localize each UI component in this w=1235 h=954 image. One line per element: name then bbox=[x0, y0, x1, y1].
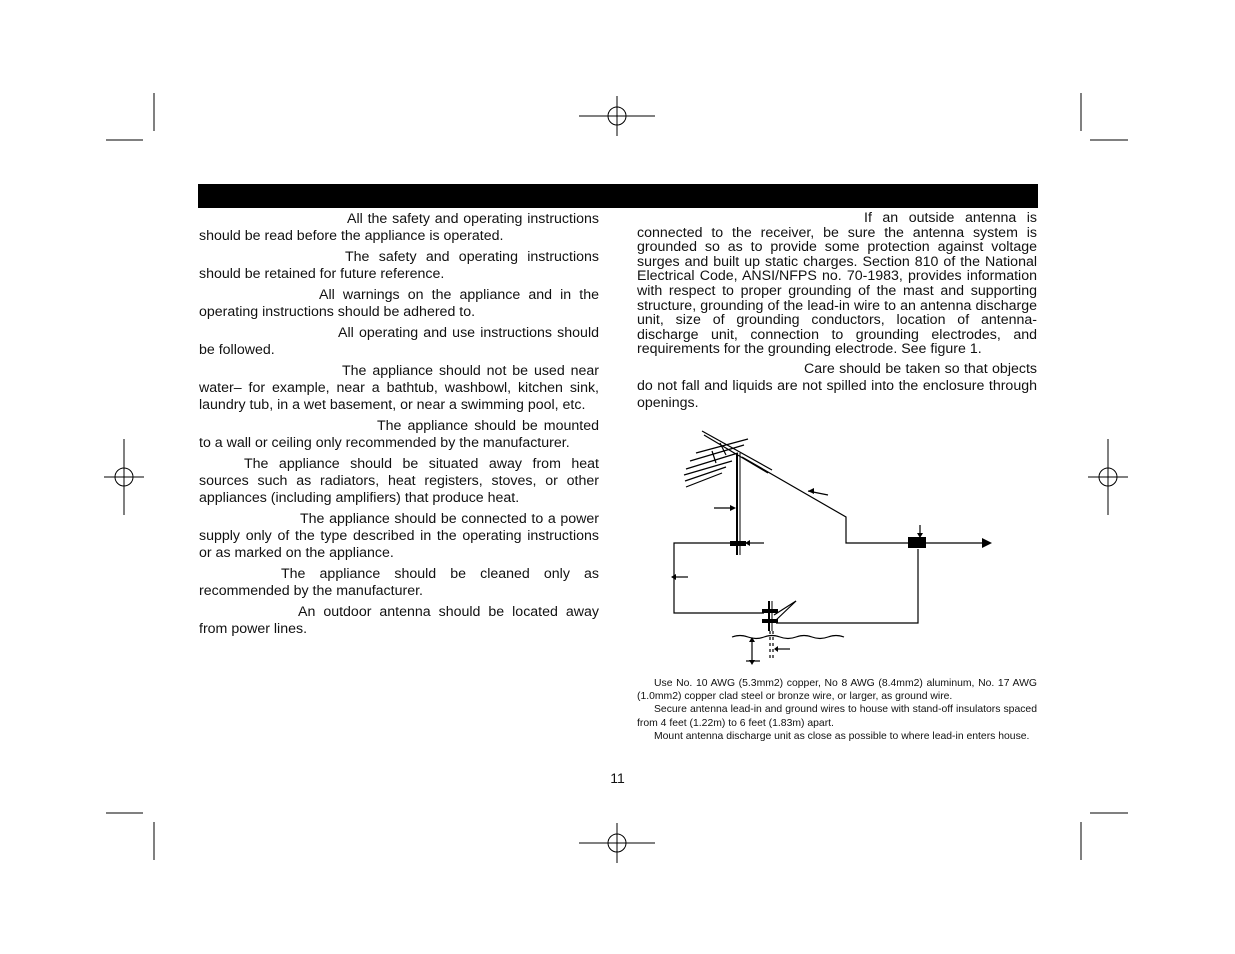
instruction-paragraph: The appliance should not be used near water– for example, near a bathtub, washbowl, kitchen sink, laundry tub, in a wet basement, or near a swimming pool, etc. bbox=[199, 363, 599, 413]
right-column bbox=[637, 211, 1037, 416]
instruction-paragraph: All the safety and operating instructions should be read before the appliance is operated. bbox=[199, 211, 599, 244]
instruction-paragraph: The appliance should be mounted to a wall or ceiling only recommended by the manufacturer. bbox=[199, 418, 599, 451]
instruction-paragraph: The appliance should be connected to a power supply only of the type described in the operating instructions or as marked on the appliance. bbox=[199, 511, 599, 561]
instruction-paragraph: The appliance should be situated away from heat sources such as radiators, heat registers, stoves, or other appliances (including amplifiers) that produce heat. bbox=[199, 456, 599, 506]
note-insulators: Secure antenna lead-in and ground wires to house with stand-off insulators spaced from 4 feet (1.22m) to 6 feet (1.83m) apart. bbox=[637, 704, 1037, 729]
section-header-bar bbox=[198, 184, 1038, 208]
instruction-paragraph: The appliance should be cleaned only as recommended by the manufacturer. bbox=[199, 566, 599, 599]
note-ground-wire: Use No. 10 AWG (5.3mm2) copper, No 8 AWG (8.4mm2) aluminum, No. 17 AWG (1.0mm2) copper clad steel or bronze wire, or larger, as ground wire. bbox=[637, 678, 1037, 703]
antenna-icon bbox=[684, 431, 772, 487]
instruction-paragraph: An outdoor antenna should be located away from power lines. bbox=[199, 604, 599, 637]
page-number: 11 bbox=[610, 770, 625, 786]
instruction-paragraph: All operating and use instructions should be followed. bbox=[199, 325, 599, 358]
instruction-paragraph: If an outside antenna is connected to the receiver, be sure the antenna system is grounded so as to provide some protection against voltage surges and built up static charges. Section 810 of the National Electrical Code, ANSI/NFPS no. 70-1983, provides information with respect to proper grounding of the mast and supporting structure, grounding of the lead-in wire to an antenna discharge unit, size of grounding conductors, location of antenna-discharge unit, connection to grounding electrodes, and requirements for the grounding electrode. See figure 1. bbox=[637, 210, 1037, 358]
instruction-paragraph: All warnings on the appliance and in the operating instructions should be adhered to. bbox=[199, 287, 599, 320]
left-column bbox=[199, 211, 599, 642]
antenna-grounding-diagram bbox=[660, 425, 1010, 670]
instruction-paragraph: Care should be taken so that objects do not fall and liquids are not spilled into the enclosure through openings. bbox=[637, 360, 1037, 411]
instruction-paragraph: The safety and operating instructions should be retained for future reference. bbox=[199, 249, 599, 282]
note-discharge-unit: Mount antenna discharge unit as close as possible to where lead-in enters house. bbox=[654, 730, 1030, 742]
figure-notes bbox=[637, 677, 1037, 743]
